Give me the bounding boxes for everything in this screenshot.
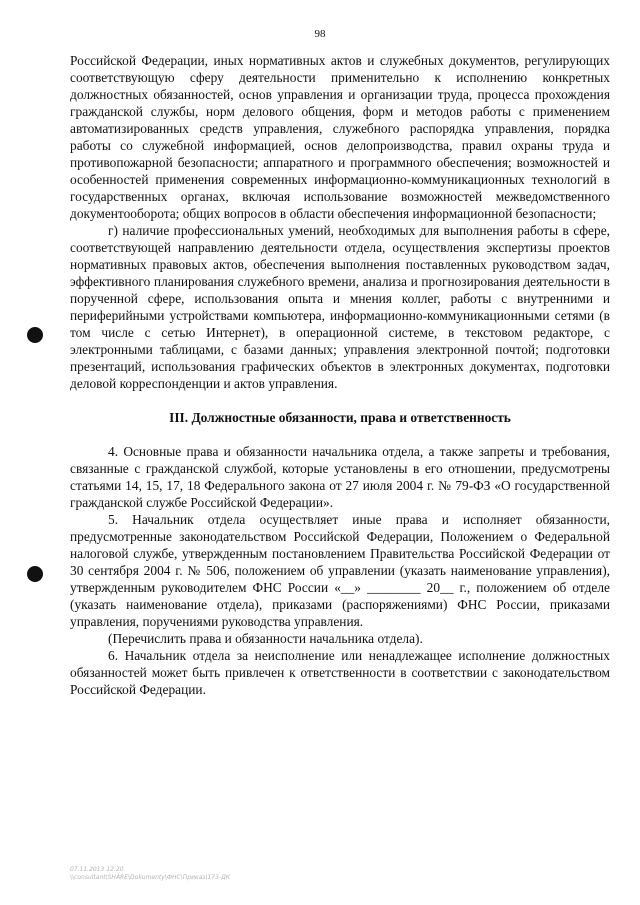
document-body xyxy=(70,52,610,698)
page-number: 98 xyxy=(314,28,326,40)
paragraph-item-5: 5. Начальник отдела осуществляет иные права и исполняет обязанности, предусмотренные законодательством Российской Федерации, Положением о Федеральной налоговой службе, утвержденным постановлением Правительства Российской Федерации от 30 сентября 2004 г. № 506, положением об управлении (указать наименование управления), утвержденным руководителем ФНС России «__» ________ 20__ г., положением об отделе (указать наименование отдела), приказами (распоряжениями) ФНС России, приказами управления, поручениями руководства управления. xyxy=(70,512,610,629)
paragraph-item-6: 6. Начальник отдела за неисполнение или ненадлежащее исполнение должностных обязанностей может быть привлечен к ответственности в соответствии с законодательством Российской Федерации. xyxy=(70,648,610,697)
paragraph-item-4: 4. Основные права и обязанности начальника отдела, а также запреты и требования, связанные с гражданской службой, которые установлены в его отношении, предусмотрены статьями 14, 15, 17, 18 Федерального закона от 27 июля 2004 г. № 79-ФЗ «О государственной гражданской службе Российской Федерации». xyxy=(70,444,610,510)
section-heading: III. Должностные обязанности, права и ответственность xyxy=(169,410,511,425)
footer-stamp-line: \\consultant\SHARE\Dokumenty\ФНС\Приказ\173-ДК xyxy=(70,874,231,881)
paragraph-list-rights-note: (Перечислить права и обязанности начальника отдела). xyxy=(108,631,423,646)
punch-hole-mark xyxy=(27,327,43,343)
footer-file-stamp xyxy=(70,866,230,882)
paragraph-knowledge-continued: Российской Федерации, иных нормативных актов и служебных документов, регулирующих соответствующую сферу деятельности применительно к исполнению конкретных должностных обязанностей, основ управления и организации труда, процесса прохождения гражданской службы, норм делового общения, форм и методов работы с применением автоматизированных средств управления, служебного распорядка управления, порядка работы со служебной информацией, основ делопроизводства, правил охраны труда и противопожарной безопасности; аппаратного и программного обеспечения; возможностей и особенностей применения современных информационно-коммуникационных технологий в государственных органах, включая использование возможностей межведомственного документооборота; общих вопросов в области обеспечения информационной безопасности; xyxy=(70,53,610,221)
paragraph-professional-skills: г) наличие профессиональных умений, необходимых для выполнения работы в сфере, соответствующей направлению деятельности отдела, осуществления экспертизы проектов нормативных правовых актов, обеспечения выполнения поставленных руководством задач, эффективного планирования служебного времени, анализа и прогнозирования деятельности в порученной сфере, использования опыта и мнения коллег, работы с внутренними и периферийными устройствами компьютера, информационно-коммуникационными сетями (в том числе с сетью Интернет), в операционной системе, в текстовом редакторе, с электронными таблицами, с базами данных; управления электронной почтой; подготовки презентаций, использования графических объектов в электронных документах, подготовки деловой корреспонденции и актов управления. xyxy=(70,223,610,391)
punch-hole-mark xyxy=(27,566,43,582)
footer-stamp-line: 07.11.2013 12:20 xyxy=(70,866,124,873)
